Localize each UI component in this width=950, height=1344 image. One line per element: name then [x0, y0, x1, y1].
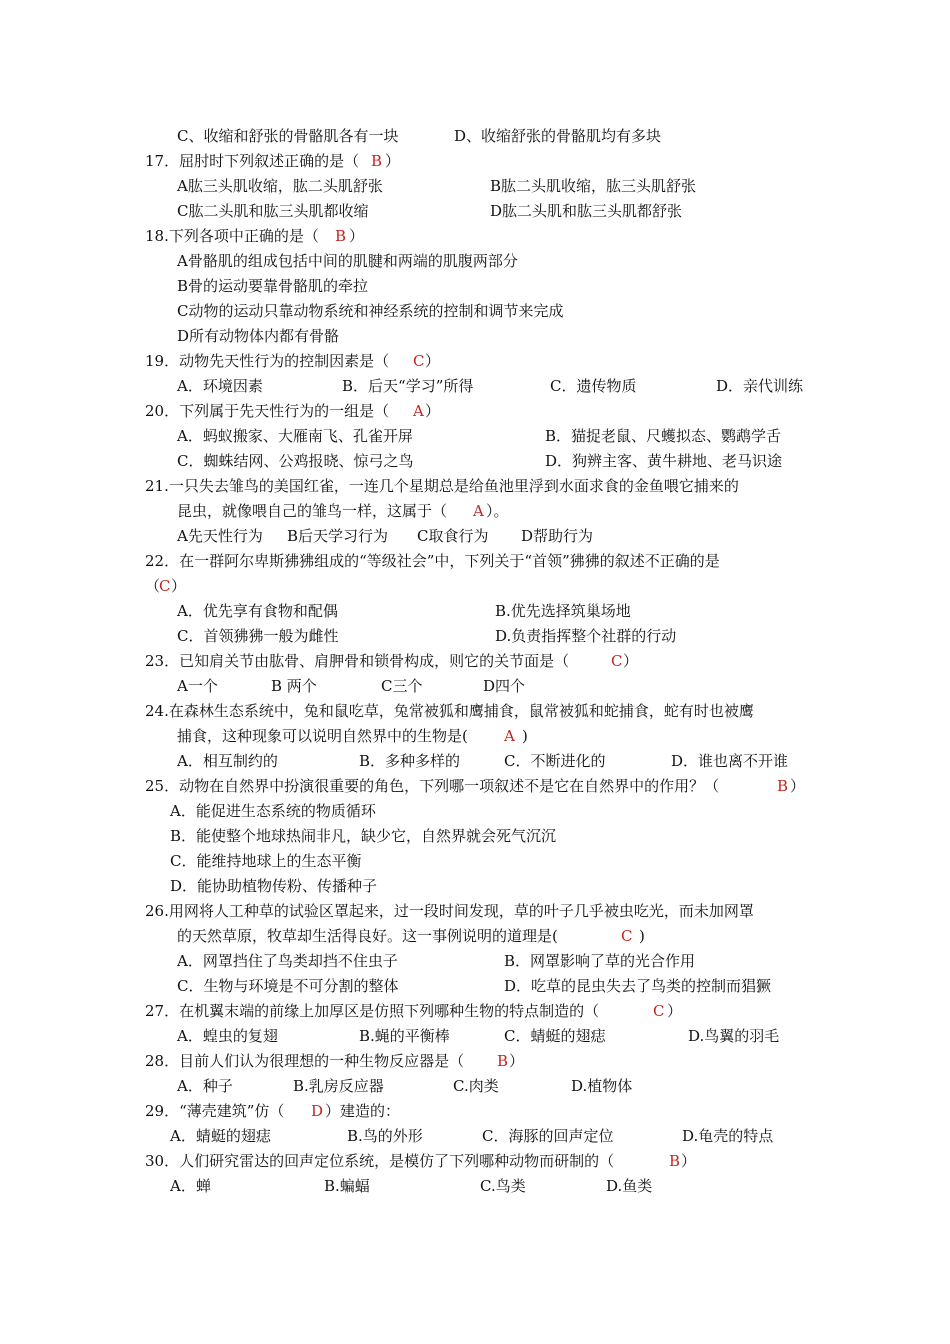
text-segment: B骨的运动要靠骨骼肌的牵拉	[177, 277, 369, 295]
answer-mark: A	[504, 727, 515, 745]
text-segment: D所有动物体内都有骨骼	[177, 327, 340, 345]
text-segment: A．相互制约的	[177, 752, 278, 770]
text-segment: 29．“薄壳建筑”仿（	[145, 1102, 285, 1120]
text-segment: B.优先选择筑巢场地	[495, 602, 631, 620]
text-segment: A．蚂蚁搬家、大雁南飞、孔雀开屏	[177, 427, 413, 445]
text-segment: C．遗传物质	[550, 377, 637, 395]
text-segment: A．网罩挡住了鸟类却挡不住虫子	[177, 952, 398, 970]
text-segment: D．吃草的昆虫失去了鸟类的控制而猖獗	[504, 977, 772, 995]
answer-mark: B	[669, 1152, 681, 1170]
text-segment: ）	[385, 152, 401, 170]
answer-mark: C	[621, 927, 633, 945]
text-segment: ）	[681, 1152, 697, 1170]
text-segment: D帮助行为	[521, 527, 594, 545]
text-segment: B 两个	[271, 677, 317, 695]
text-segment: D、收缩舒张的骨骼肌均有多块	[454, 127, 662, 145]
text-segment: C．不断进化的	[504, 752, 606, 770]
text-segment: C肱二头肌和肱三头肌都收缩	[177, 202, 369, 220]
text-segment: C取食行为	[417, 527, 489, 545]
text-segment: C．蜘蛛结网、公鸡报晓、惊弓之鸟	[177, 452, 414, 470]
text-segment: ）	[425, 402, 441, 420]
text-segment: ）	[790, 777, 806, 795]
text-segment: 的天然草原，牧草却生活得良好。这一事例说明的道理是(	[177, 927, 558, 945]
text-segment: 22．在一群阿尔卑斯狒狒组成的“等级社会”中，下列关于“首领”狒狒的叙述不正确的是	[145, 552, 720, 570]
text-segment: A．蜻蜓的翅痣	[170, 1127, 271, 1145]
text-segment: 27．在机翼末端的前缘上加厚区是仿照下列哪种生物的特点制造的（	[145, 1002, 600, 1020]
text-segment: A．种子	[177, 1077, 233, 1095]
text-segment: 20．下列属于先天性行为的一组是（	[145, 402, 390, 420]
text-segment: 19．动物先天性行为的控制因素是（	[145, 352, 390, 370]
answer-mark: C	[611, 652, 623, 670]
text-segment: B.蝇的平衡棒	[359, 1027, 450, 1045]
text-segment: 23．已知肩关节由肱骨、肩胛骨和锁骨构成，则它的关节面是（	[145, 652, 570, 670]
text-segment: C三个	[381, 677, 423, 695]
text-segment: D.龟壳的特点	[682, 1127, 774, 1145]
text-segment: C．能维持地球上的生态平衡	[170, 852, 362, 870]
text-segment: D肱二头肌和肱三头肌都舒张	[490, 202, 683, 220]
text-segment: 24.在森林生态系统中，兔和鼠吃草，兔常被狐和鹰捕食，鼠常被狐和蛇捕食，蛇有时也被鹰	[145, 702, 754, 720]
text-segment: C.鸟类	[480, 1177, 526, 1195]
text-segment: D．亲代训练	[716, 377, 804, 395]
text-segment: ）	[667, 1002, 683, 1020]
text-segment: C动物的运动只靠动物系统和神经系统的控制和调节来完成	[177, 302, 564, 320]
answer-mark: C	[159, 577, 171, 595]
text-segment: B肱二头肌收缩，肱三头肌舒张	[490, 177, 697, 195]
text-segment: D．谁也离不开谁	[671, 752, 789, 770]
answer-mark: C	[413, 352, 425, 370]
text-segment: D．狗辨主客、黄牛耕地、老马识途	[545, 452, 783, 470]
text-segment: )	[522, 727, 528, 745]
text-segment: 捕食，这种现象可以说明自然界中的生物是(	[177, 727, 468, 745]
text-segment: B．后天“学习”所得	[342, 377, 474, 395]
text-segment: D.鱼类	[606, 1177, 653, 1195]
text-segment: A．优先享有食物和配偶	[177, 602, 338, 620]
text-segment: A肱三头肌收缩，肱二头肌舒张	[177, 177, 383, 195]
text-segment: 18.下列各项中正确的是（	[145, 227, 319, 245]
text-segment: ）	[349, 227, 365, 245]
text-segment: A．能促进生态系统的物质循环	[170, 802, 376, 820]
answer-mark: C	[653, 1002, 665, 1020]
answer-mark: D	[311, 1102, 324, 1120]
text-segment: ）	[171, 577, 187, 595]
text-segment: D四个	[483, 677, 526, 695]
text-segment: C．生物与环境是不可分割的整体	[177, 977, 399, 995]
text-segment: A一个	[177, 677, 218, 695]
answer-mark: B	[371, 152, 383, 170]
text-segment: 17．屈肘时下列叙述正确的是（	[145, 152, 360, 170]
answer-mark: B	[777, 777, 789, 795]
text-segment: 昆虫，就像喂自己的雏鸟一样，这属于（	[177, 502, 448, 520]
text-segment: B.蝙蝠	[324, 1177, 370, 1195]
text-segment: ）	[425, 352, 441, 370]
text-segment: C．蜻蜓的翅痣	[504, 1027, 606, 1045]
text-segment: D.植物体	[571, 1077, 633, 1095]
text-segment: 28．目前人们认为很理想的一种生物反应器是（	[145, 1052, 465, 1070]
text-segment: （	[145, 577, 161, 595]
text-segment: 21.一只失去雏鸟的美国红雀，一连几个星期总是给鱼池里浮到水面求食的金鱼喂它捕来的	[145, 477, 739, 495]
text-segment: B.鸟的外形	[347, 1127, 423, 1145]
text-segment: ）	[509, 1052, 525, 1070]
text-segment: A骨骼肌的组成包括中间的肌腱和两端的肌腹两部分	[177, 252, 518, 270]
text-segment: A先天性行为	[177, 527, 263, 545]
answer-mark: B	[335, 227, 347, 245]
text-segment: ）	[623, 652, 639, 670]
text-segment: )	[639, 927, 645, 945]
text-segment: B．猫捉老鼠、尺蠖拟态、鹦鹉学舌	[545, 427, 782, 445]
text-segment: B．多种多样的	[359, 752, 461, 770]
text-segment: C．首领狒狒一般为雌性	[177, 627, 339, 645]
text-segment: B．能使整个地球热闹非凡，缺少它，自然界就会死气沉沉	[170, 827, 557, 845]
answer-mark: A	[413, 402, 424, 420]
text-segment: D．能协助植物传粉、传播种子	[170, 877, 378, 895]
text-segment: B.乳房反应器	[293, 1077, 384, 1095]
text-segment: ）建造的：	[325, 1102, 401, 1120]
answer-mark: A	[473, 502, 484, 520]
text-segment: A．蝗虫的复翅	[177, 1027, 278, 1045]
text-segment: C.肉类	[453, 1077, 499, 1095]
text-segment: 30．人们研究雷达的回声定位系统，是模仿了下列哪种动物而研制的（	[145, 1152, 615, 1170]
text-segment: 26.用网将人工种草的试验区罩起来，过一段时间发现，草的叶子几乎被虫吃光，而未加网罩	[145, 902, 754, 920]
text-segment: C、收缩和舒张的骨骼肌各有一块	[177, 127, 399, 145]
text-segment: 25．动物在自然界中扮演很重要的角色，下列哪一项叙述不是它在自然界中的作用？（	[145, 777, 720, 795]
text-segment: A．蝉	[170, 1177, 211, 1195]
text-segment: B后天学习行为	[287, 527, 389, 545]
text-segment: D.鸟翼的羽毛	[688, 1027, 780, 1045]
text-segment: D.负责指挥整个社群的行动	[495, 627, 677, 645]
answer-mark: B	[497, 1052, 509, 1070]
text-segment: A．环境因素	[177, 377, 263, 395]
text-segment: B．网罩影响了草的光合作用	[504, 952, 696, 970]
text-segment: ）。	[486, 502, 509, 520]
text-segment: C．海豚的回声定位	[482, 1127, 614, 1145]
